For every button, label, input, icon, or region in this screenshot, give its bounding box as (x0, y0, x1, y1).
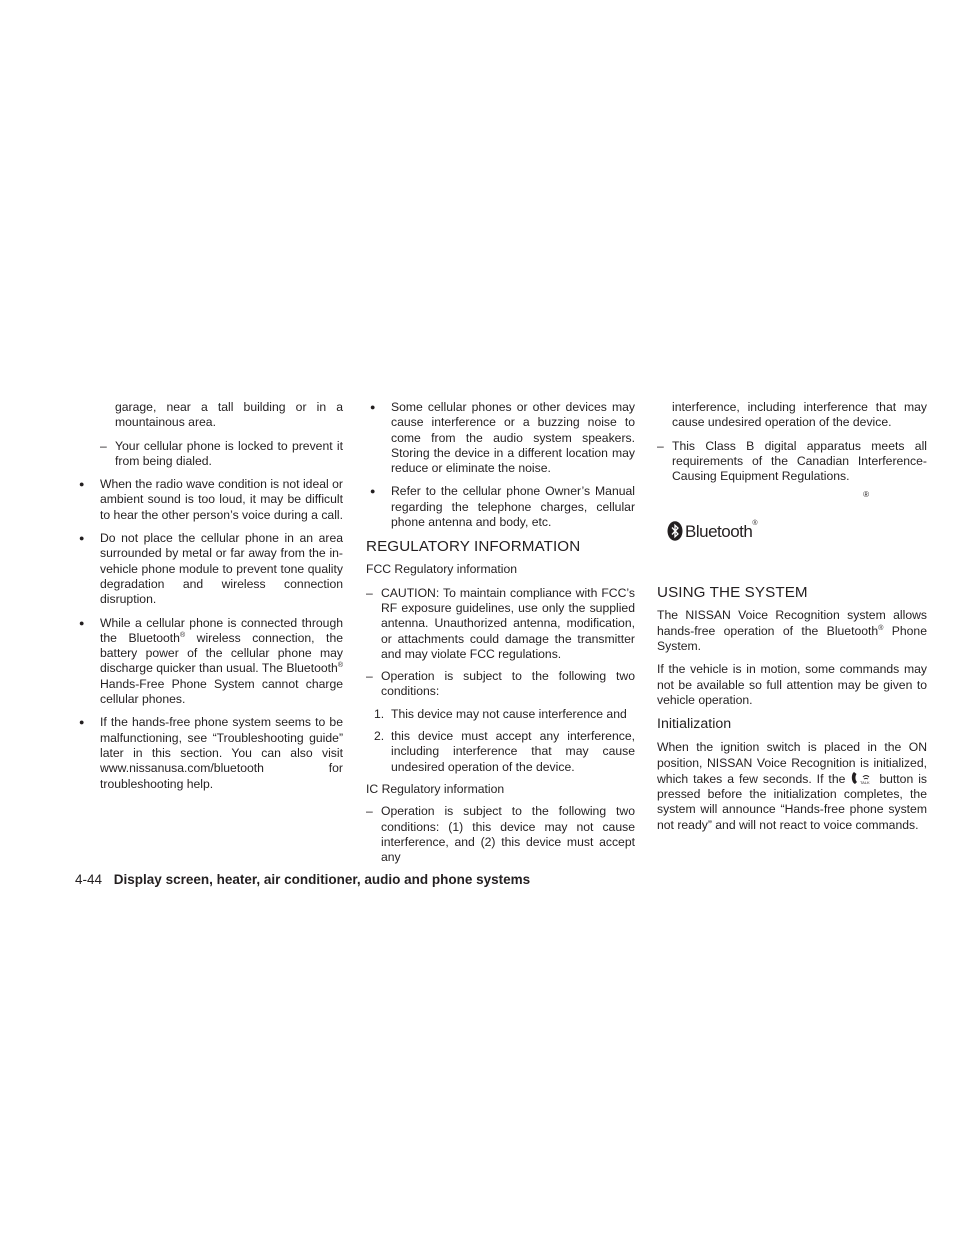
section-heading: USING THE SYSTEM (657, 584, 808, 602)
numbered-text: This device may not cause interference and (391, 706, 627, 721)
dash-marker: – (366, 804, 373, 819)
subsection-label: IC Regulatory information (366, 781, 505, 796)
numbered-item (366, 707, 635, 722)
dash-text: CAUTION: To maintain compliance with FCC’s RF exposure guidelines, use only the supplied antenna. Unauthorized antenna, modification, or attachments could damage the transmitter and may violate FCC regulations. (381, 585, 635, 661)
continued-dash-text (657, 400, 927, 431)
bullet-item (100, 477, 343, 523)
registered-mark: ® (878, 624, 884, 632)
section-heading: REGULATORY INFORMATION (366, 538, 581, 556)
dash-text: This Class B digital apparatus meets all requirements of the Canadian Interference-Causing Equipment Regulations. (672, 438, 927, 484)
number-marker: 1. (374, 706, 385, 721)
bullet-text: Some cellular phones or other devices may cause interference or a buzzing noise to come from the audio system speakers. Storing the device in a different location may reduce or eliminate the noise. (391, 400, 635, 476)
dash-item (366, 804, 635, 865)
bullet-text: If the hands-free phone system seems to be malfunctioning, see “Troubleshooting guide” later in this section. You can also visit www.nissanusa.com/bluetooth for troubleshooting help. (100, 715, 343, 791)
page-footer (75, 872, 530, 887)
column-3 (657, 400, 927, 833)
bullet-text: Hands-Free Phone System cannot charge cellular phones. (100, 676, 343, 707)
bullet-text: When the radio wave condition is not ideal or ambient sound is too loud, it may be difficult to hear the other person’s voice during a call. (100, 477, 343, 522)
dash-text: Operation is subject to the following two conditions: (381, 669, 635, 699)
continued-bullet-text (75, 400, 343, 431)
paragraph-text: interference, including interference that may cause undesired operation of the device. (672, 400, 927, 430)
bullet-text: While a cellular phone is connected through the Bluetooth (100, 615, 343, 645)
dash-marker: – (366, 669, 373, 684)
bluetooth-logo: Bluetooth ® (667, 520, 927, 542)
registered-mark: ® (179, 631, 186, 639)
paragraph: If the vehicle is in motion, some commands may not be available so full attention may be given to vehicle operation. (657, 662, 927, 707)
paragraph-text: The NISSAN Voice Recognition system allows hands-free operation of the Bluetooth (657, 608, 927, 638)
column-2 (366, 400, 635, 865)
dash-item (657, 439, 927, 485)
bullet-item (100, 715, 343, 791)
bullet-item (100, 616, 343, 708)
number-marker: 2. (374, 729, 385, 744)
subsection-label: FCC Regulatory information (366, 562, 518, 577)
bluetooth-wordmark: Bluetooth (685, 521, 753, 541)
bullet-item (391, 484, 635, 530)
paragraph-text: button is pressed before the initialization completes, the system will announce “Hands-free phone system not ready” and will not react to voice commands. (657, 771, 927, 832)
subsection-heading: Initialization (657, 716, 732, 733)
registered-mark: ® (337, 662, 343, 670)
paragraph-text: Phone System. (657, 623, 927, 654)
paragraph-text: When the ignition switch is placed in the ON position, NISSAN Voice Recognition is initialized, which takes a few seconds. If the (657, 740, 927, 786)
paragraph-text: garage, near a tall building or in a mountainous area. (115, 400, 343, 430)
dash-item (366, 669, 635, 700)
dash-marker: – (100, 438, 107, 453)
dash-text: Your cellular phone is locked to prevent it from being dialed. (115, 438, 343, 468)
dash-item (100, 439, 343, 470)
numbered-item (366, 729, 635, 775)
bullet-text: Do not place the cellular phone in an area surrounded by metal or far away from the in-vehicle phone module to prevent tone quality degradation and wireless connection disruption. (100, 531, 343, 607)
dash-marker: – (657, 438, 664, 453)
bullet-item (391, 400, 635, 476)
registered-mark: ® (863, 490, 869, 500)
dash-text: Operation is subject to the following two conditions: (1) this device may not cause interference, and (2) this device must accept any (381, 804, 635, 865)
svg-text:TALK: TALK (860, 779, 871, 785)
paragraph (657, 740, 927, 833)
paragraph (657, 608, 927, 654)
dash-marker: – (366, 585, 373, 600)
chapter-title: Display screen, heater, air conditioner, audio and phone systems (113, 872, 531, 887)
bullet-text: Refer to the cellular phone Owner’s Manual regarding the telephone charges, cellular phone antenna and body, etc. (391, 484, 635, 530)
column-1 (75, 400, 343, 792)
talk-button-icon (850, 771, 874, 785)
bullet-text: wireless connection, the battery power of the cellular phone may discharge quicker than usual. The Bluetooth (100, 630, 343, 676)
numbered-text: this device must accept any interference, including interference that may cause undesired operation of the device. (391, 729, 635, 774)
dash-item (366, 586, 635, 662)
page-number: 4-44 (75, 872, 103, 887)
bluetooth-icon (667, 521, 683, 541)
bullet-item (100, 531, 343, 607)
